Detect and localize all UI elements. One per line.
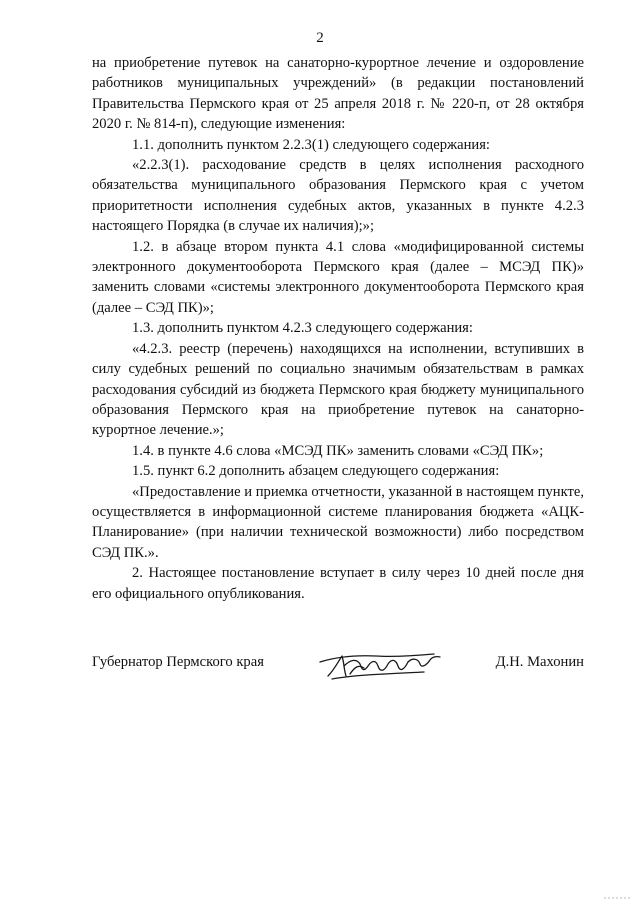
paragraph-1-3: 1.3. дополнить пунктом 4.2.3 следующего содержания: <box>132 320 473 337</box>
document-body <box>92 53 584 604</box>
paragraph-quote-4-2-3: «4.2.3. реестр (перечень) находящихся на исполнении, вступивших в силу судебных решений по социально значимым обязательствам в рамках расходования субсидий из бюджета Пермского края бюджету муниципального образования Пермского края на приобретение путевок на санаторно-курортное лечение.»; <box>92 340 584 439</box>
paragraph-1-4: 1.4. в пункте 4.6 слова «МСЭД ПК» заменить словами «СЭД ПК»; <box>132 442 544 459</box>
paragraph-intro: на приобретение путевок на санаторно-курортное лечение и оздоровление работников муниципальных учреждений» (в редакции постановлений Правительства Пермского края от 25 апреля 2018 г. № 220-п, от 28 октября 2020 г. № 814-п), следующие изменения: <box>92 55 584 133</box>
signature-block <box>92 648 584 682</box>
paragraph-1-5: 1.5. пункт 6.2 дополнить абзацем следующего содержания: <box>132 463 500 480</box>
signatory-position: Губернатор Пермского края <box>92 654 264 670</box>
paragraph-1-2: 1.2. в абзаце втором пункта 4.1 слова «модифицированной системы электронного документооборота Пермского края (далее – МСЭД ПК)» заменить словами «системы электронного документооборота Пермского края (далее – СЭД ПК)»; <box>92 238 584 316</box>
paragraph-quote-6-2: «Предоставление и приемка отчетности, указанной в настоящем пункте, осуществляется в информационной системе планирования бюджета «АЦК-Планирование» (при наличии технической возможности) либо посредством СЭД ПК.». <box>92 483 584 561</box>
paragraph-2: 2. Настоящее постановление вступает в силу через 10 дней после дня его официального опубликования. <box>92 565 584 602</box>
scan-artifact-mark <box>604 895 634 901</box>
page-number: 2 <box>316 30 324 46</box>
paragraph-1-1: 1.1. дополнить пунктом 2.2.3(1) следующего содержания: <box>132 136 490 153</box>
signatory-name: Д.Н. Махонин <box>495 654 584 670</box>
paragraph-quote-2-2-3: «2.2.3(1). расходование средств в целях исполнения расходного обязательства муниципального образования Пермского края с учетом приоритетности исполнения судебных актов, указанных в пункте 4.2.3 настоящего Порядка (в случае их наличия);»; <box>92 157 584 235</box>
handwritten-signature <box>314 648 442 682</box>
